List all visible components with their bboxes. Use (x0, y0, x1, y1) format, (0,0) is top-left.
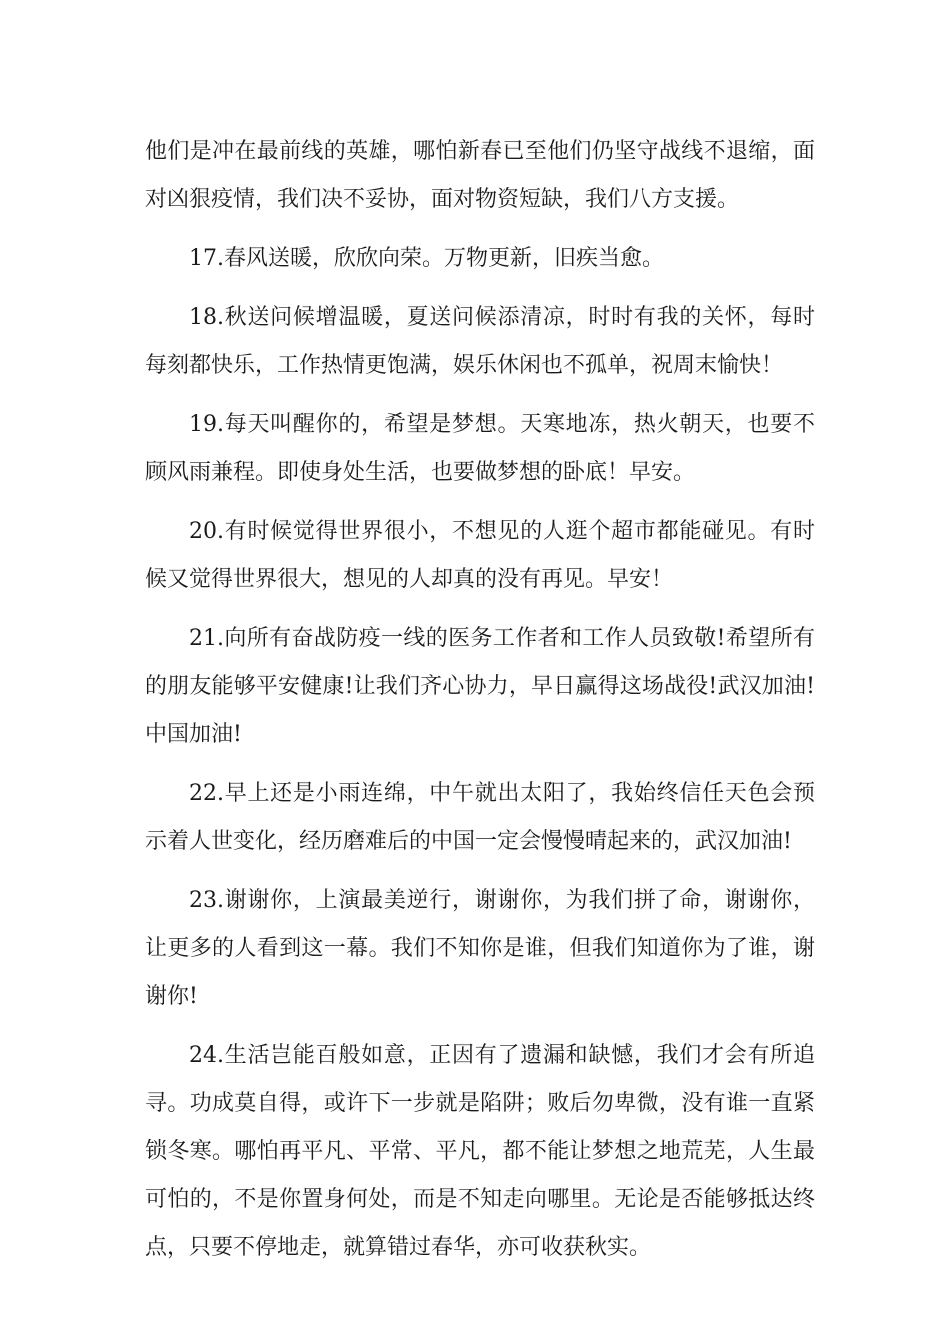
document-body (145, 128, 815, 1283)
paragraph-23: 23.谢谢你，上演最美逆行，谢谢你，为我们拼了命，谢谢你，让更多的人看到这一幕。我们不知你是谁，但我们知道你为了谁，谢谢你! (145, 888, 815, 1009)
paragraph-18: 18.秋送问候增温暖，夏送问候添清凉，时时有我的关怀，每时每刻都快乐，工作热情更饱满，娱乐休闲也不孤单，祝周末愉快！ (145, 305, 815, 378)
paragraph-21: 21.向所有奋战防疫一线的医务工作者和工作人员致敬!希望所有的朋友能够平安健康!让我们齐心协力，早日赢得这场战役!武汉加油!中国加油! (145, 626, 815, 747)
paragraph-22: 22.早上还是小雨连绵，中午就出太阳了，我始终信任天色会预示着人世变化，经历磨难后的中国一定会慢慢晴起来的，武汉加油! (145, 781, 815, 854)
paragraph-continuation: 他们是冲在最前线的英雄，哪怕新春已至他们仍坚守战线不退缩，面对凶狠疫情，我们决不妥协，面对物资短缺，我们八方支援。 (145, 139, 815, 212)
paragraph-19: 19.每天叫醒你的，希望是梦想。天寒地冻，热火朝天，也要不顾风雨兼程。即使身处生活，也要做梦想的卧底！早安。 (145, 412, 815, 485)
paragraph-17: 17.春风送暖，欣欣向荣。万物更新，旧疾当愈。 (189, 246, 664, 271)
paragraph-24: 24.生活岂能百般如意，正因有了遗漏和缺憾，我们才会有所追寻。功成莫自得，或许下一步就是陷阱；败后勿卑微，没有谁一直紧锁冬寒。哪怕再平凡、平常、平凡，都不能让梦想之地荒芜，人生最可怕的，不是你置身何处，而是不知走向哪里。无论是否能够抵达终点，只要不停地走，就算错过春华，亦可收获秋实。 (145, 1043, 815, 1260)
paragraph-20: 20.有时候觉得世界很小，不想见的人逛个超市都能碰见。有时候又觉得世界很大，想见的人却真的没有再见。早安！ (145, 519, 815, 592)
